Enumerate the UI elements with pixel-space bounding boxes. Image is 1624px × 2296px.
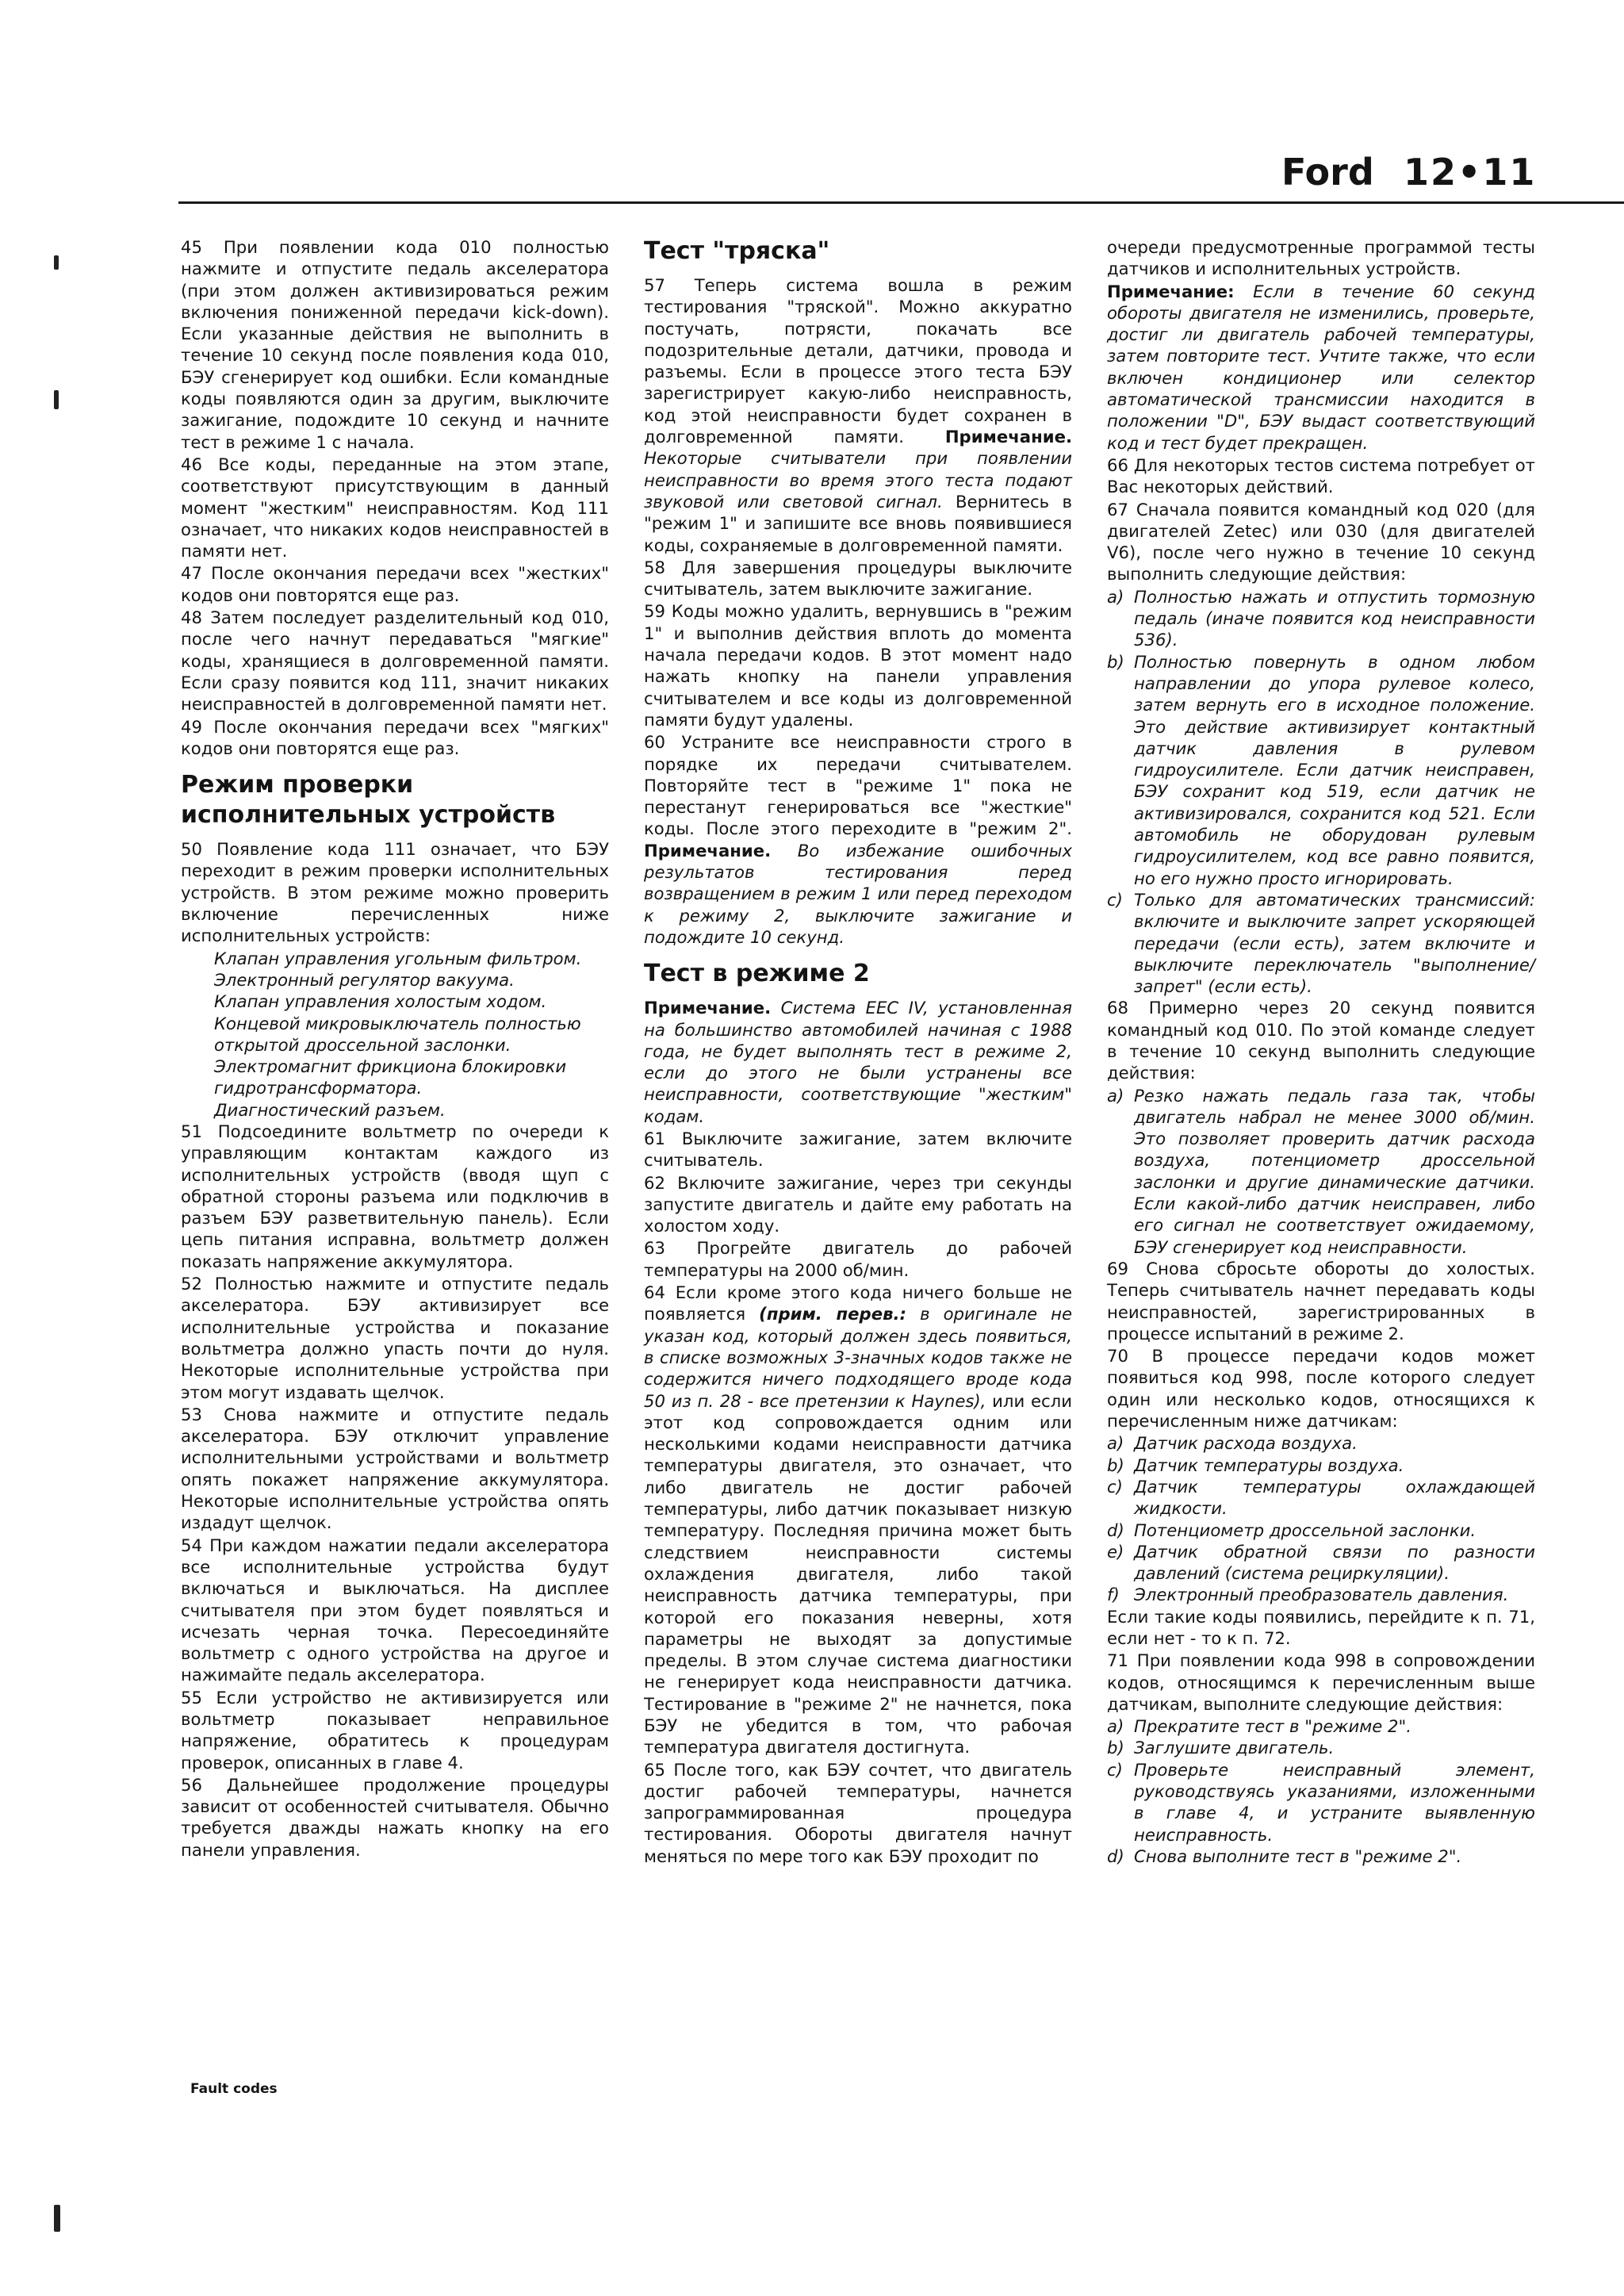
actuator-list [181,948,609,1121]
paragraph-57 [644,274,1072,556]
paragraph-55: 55 Если устройство не активизируется или вольтметр показывает неправильное напряжение, обратитесь к процедурам проверок, описанных в главе 4. [181,1687,609,1773]
paragraph-56: 56 Дальнейшее продолжение процедуры зависит от особенностей считывателя. Обычно требуется дважды нажать кнопку на его панели управления. [181,1774,609,1860]
note-text: Некоторые считыватели при появлении неисправности во время этого теста подают звуковой или световой сигнал. [644,448,1072,512]
list-item [1107,1520,1535,1541]
note-label: Примечание: [1107,281,1235,301]
list-67 [1107,586,1535,998]
list-item [1107,889,1535,997]
note-text: Если в течение 60 секунд обороты двигателя не изменились, проверьте, достиг ли двигатель рабочей температуры, затем повторите тест. Учтите также, что если включен кондиционер или селектор автоматической трансмиссии находится в положении "D", БЭУ выдаст соответствующий код и тест будет прекращен. [1107,281,1535,453]
paragraph-64-cont: или если этот код сопровождается одним или несколькими кодами неисправности датчика температуры двигателя, это означает, что либо двигатель не достиг рабочей температуры, либо датчик показывает низкую температуру. Последняя причина может быть следствием неисправности системы охлаждения двигателя, либо такой неисправность датчика температуры, при которой его показания неверны, хотя параметры не выходят за допустимые пределы. В этом случае система диагностики не генерирует кода неисправности датчика. Тестирование в "режиме 2" не начнется, пока БЭУ не убедится в том, что рабочая температура двигателя достигнута. [644,1390,1072,1757]
list-text: Прекратите тест в "режиме 2". [1134,1716,1411,1737]
list-70 [1107,1432,1535,1605]
list-letter: a) [1107,1433,1124,1454]
paragraph-54: 54 При каждом нажатии педали акселератора все исполнительные устройства будут включаться и выключаться. На дисплее считывателя при этом будет появляться и исчезать черная точка. Пересоединяйте вольтметр с одного устройства на другое и нажимайте педаль акселератора. [181,1535,609,1685]
paragraph-60-text: 60 Устраните все неисправности строго в порядке их передачи считывателем. Повторяйте тест в "режиме 1" пока не перестанут генерироваться все "жесткие" коды. После этого переходите в "режим 2". [644,732,1072,839]
paragraph-71: 71 При появлении кода 998 в сопровождении кодов, относящимся к перечисленным выше датчикам, выполните следующие действия: [1107,1650,1535,1714]
section-heading-mode-2: Тест в режиме 2 [644,960,870,988]
column-middle [644,236,1072,1868]
list-item: Клапан управления угольным фильтром. [214,948,582,968]
translator-note-label: (прим. перев.: [759,1304,907,1324]
list-item: Электронный регулятор вакуума. [214,969,515,990]
list-text: Заглушите двигатель. [1134,1738,1335,1758]
list-letter: b) [1107,1738,1124,1758]
paragraph-62: 62 Включите зажигание, через три секунды запустите двигатель и дайте ему работать на холостом ходу. [644,1172,1072,1236]
section-heading-shake-test: Тест "тряска" [644,237,830,265]
list-item [1107,1759,1535,1846]
note-label: Примечание. [644,840,772,861]
column-right [1107,236,1535,1867]
column-left [181,236,609,1861]
list-letter: c) [1107,1759,1123,1780]
list-letter: a) [1107,1716,1124,1737]
note-label: Примечание. [644,998,772,1018]
list-letter: d) [1107,1520,1124,1540]
list-letter: b) [1107,651,1124,672]
paragraph-68: 68 Примерно через 20 секунд появится командный код 010. По этой команде следует в течение 10 секунд выполнить следующие действия: [1107,998,1535,1083]
paragraph-61: 61 Выключите зажигание, затем включите считыватель. [644,1128,1072,1171]
list-text: Датчик расхода воздуха. [1134,1433,1358,1454]
paragraph-65: 65 После того, как БЭУ сочтет, что двигатель достиг рабочей температуры, начнется запрограммированная процедура тестирования. Обороты двигателя начнут меняться по мере того как БЭУ проходит по [644,1759,1072,1866]
paragraph-63: 63 Прогрейте двигатель до рабочей температуры на 2000 об/мин. [644,1238,1072,1280]
list-item [1107,1455,1535,1476]
paragraph-69: 69 Снова сбросьте обороты до холостых. Теперь считыватель начнет передавать коды неисправностей, зарегистрированных в процессе испытаний в режиме 2. [1107,1258,1535,1343]
note-60-seconds [1107,281,1535,454]
list-item [1107,1715,1535,1737]
note-label: Примечание. [944,427,1072,447]
list-item [1107,1737,1535,1758]
page-number: 12•11 [1404,151,1537,194]
note-text: Во избежание ошибочных результатов тестирования перед возвращением в режим 1 или перед переходом к режиму 2, выключите зажигание и подождите 10 секунд. [644,840,1072,947]
paragraph-66: 66 Для некоторых тестов система потребует от Вас некоторых действий. [1107,454,1535,497]
paragraph-45: 45 При появлении кода 010 полностью нажмите и отпустите педаль акселератора (при этом должен активизироваться режим включения пониженной передачи kick-down). Если указанные действия не выполнить в течение 10 секунд после появления кода 010, БЭУ сгенерирует код ошибки. Если командные коды появляются один за другим, выключите зажигание, подождите 10 секунд и начните тест в режиме 1 с начала. [181,237,609,452]
header-divider [178,201,1624,204]
list-text: Электронный преобразователь давления. [1134,1585,1509,1605]
list-item [1107,1541,1535,1585]
paragraph-57-cont: Вернитесь в "режим 1" и запишите все вновь появившиеся коды, сохраняемые в долговременной памяти. [644,491,1072,555]
list-item [1107,1476,1535,1520]
list-item: Электромагнит фрикциона блокировки гидротрансформатора. [214,1056,567,1098]
list-letter: a) [1107,586,1124,607]
paragraph-58: 58 Для завершения процедуры выключите считыватель, затем выключите зажигание. [644,557,1072,600]
list-letter: f) [1107,1585,1120,1605]
paragraph-49: 49 После окончания передачи всех "мягких" кодов они повторятся еще раз. [181,716,609,758]
paragraph-57-text: 57 Теперь система вошла в режим тестирования "тряской". Можно аккуратно постучать, потрясти, покачать все подозрительные детали, датчики, провода и разъемы. Если в процессе этого теста БЭУ зарегистрирует какую-либо неисправность, код этой неисправности будет сохранен в долговременной памяти. [644,275,1072,447]
scan-mark [54,390,59,409]
list-letter: d) [1107,1846,1124,1866]
paragraph-47: 47 После окончания передачи всех "жестких" кодов они повторятся еще раз. [181,563,609,605]
list-letter: b) [1107,1455,1124,1475]
paragraph-65-cont: очереди предусмотренные программой тесты датчиков и исполнительных устройств. [1107,237,1535,279]
list-letter: a) [1107,1085,1124,1106]
paragraph-46: 46 Все коды, переданные на этом этапе, соответствуют присутствующим в данный момент "жестким" неисправностям. Код 111 означает, что никаких кодов неисправностей в памяти нет. [181,454,609,562]
list-item [1107,1432,1535,1454]
page-footer: Fault codes [190,2081,278,2097]
list-68 [1107,1085,1535,1258]
paragraph-67: 67 Сначала появится командный код 020 (для двигателей Zetec) или 030 (для двигателей V6), после чего нужно в течение 10 секунд выполнить следующие действия: [1107,499,1535,585]
paragraph-52: 52 Полностью нажмите и отпустите педаль акселератора. БЭУ активизирует все исполнительные устройства и показание вольтметра должно упасть почти до нуля. Некоторые исполнительные устройства при этом могут издавать щелчок. [181,1274,609,1402]
list-letter: e) [1107,1541,1124,1562]
list-text: Датчик обратной связи по разности давлений (система рециркуляции). [1134,1541,1535,1584]
paragraph-53: 53 Снова нажмите и отпустите педаль акселератора. БЭУ отключит управление исполнительными устройствами и вольтметр опять покажет напряжение аккумулятора. Некоторые исполнительные устройства опять издадут щелчок. [181,1404,609,1533]
list-letter: c) [1107,1476,1123,1497]
list-item [1107,651,1535,889]
list-text: Потенциометр дроссельной заслонки. [1134,1520,1477,1540]
note-mode-2 [644,997,1072,1127]
brand-label: Ford [1281,151,1374,194]
list-text: Снова выполните тест в "режиме 2". [1134,1846,1462,1866]
paragraph-70-cont: Если такие коды появились, перейдите к п. 71, если нет - то к п. 72. [1107,1606,1535,1648]
list-item: Диагностический разъем. [214,1099,446,1120]
list-item [1107,1085,1535,1258]
paragraph-59: 59 Коды можно удалить, вернувшись в "режим 1" и выполнив действия вплоть до момента начала передачи кодов. В этот момент надо нажать кнопку на панели управления считывателем и все коды из долговременной памяти будут удалены. [644,601,1072,730]
paragraph-60 [644,731,1072,948]
section-heading-actuators: Режим проверки исполнительных устройств [181,771,556,830]
list-text: Полностью нажать и отпустить тормозную педаль (иначе появится код неисправности 536). [1134,586,1535,650]
scan-mark [54,255,59,270]
paragraph-64 [644,1282,1072,1758]
translator-note-text: в оригинале не указан код, который должен здесь появиться, в списке возможных 3-значных кодов также не содержится ничего подходящего вроде кода 50 из п. 28 - все претензии к Haynes), [644,1304,1072,1411]
paragraph-64-text: 64 Если кроме этого кода ничего больше не появляется [644,1282,1072,1324]
list-item [1107,1846,1535,1867]
paragraph-51: 51 Подсоедините вольтметр по очереди к управляющим контактам каждого из исполнительных устройств (вводя щуп с обратной стороны разъема или подключив в разъем БЭУ разветвительную панель). Если цепь питания исправна, вольтметр должен показать напряжение аккумулятора. [181,1121,609,1271]
list-item: Концевой микровыключатель полностью открытой дроссельной заслонки. [214,1013,581,1055]
note-text: Система EEC IV, установленная на большинство автомобилей начиная с 1988 года, не будет выполнять тест в режиме 2, если до этого не были устранены все неисправности, соответствующие "жестким" кодам. [644,998,1072,1126]
paragraph-50: 50 Появление кода 111 означает, что БЭУ переходит в режим проверки исполнительных устройств. В этом режиме можно проверить включение перечисленных ниже исполнительных устройств: [181,839,609,946]
list-item: Клапан управления холостым ходом. [214,991,547,1012]
list-letter: c) [1107,889,1123,910]
list-text: Только для автоматических трансмиссий: включите и выключите запрет ускоряющей передачи (если есть), затем включите и выключите переключатель "выполнение/запрет" (если есть). [1134,889,1535,997]
paragraph-70: 70 В процессе передачи кодов может появиться код 998, после которого следует один или несколько кодов, относящихся к перечисленным ниже датчикам: [1107,1346,1535,1432]
list-71 [1107,1715,1535,1867]
list-text: Полностью повернуть в одном любом направлении до упора рулевое колесо, затем вернуть его в исходное положение. Это действие активизирует контактный датчик давления в рулевом гидроусилителе. Если датчик неисправен, БЭУ сохранит код 519, если датчик не активизировался, сохранится код 521. Если автомобиль не оборудован рулевым гидроусилителем, код все равно появится, но его нужно просто игнорировать. [1134,651,1535,888]
list-item [1107,586,1535,651]
list-text: Резко нажать педаль газа так, чтобы двигатель набрал не менее 3000 об/мин. Это позволяет проверить датчик расхода воздуха, потенциометр дроссельной заслонки и другие динамические датчики. Если какой-либо датчик неисправен, либо его сигнал не соответствует ожидаемому, БЭУ сгенерирует код неисправности. [1134,1085,1535,1257]
list-text: Проверьте неисправный элемент, руководствуясь указаниями, изложенными в главе 4, и устраните выявленную неисправность. [1134,1759,1535,1845]
scan-mark [54,2205,60,2232]
paragraph-48: 48 Затем последует разделительный код 010, после чего начнут передаваться "мягкие" коды, хранящиеся в долговременной памяти. Если сразу появится код 111, значит никаких неисправностей в долговременной памяти нет. [181,608,609,715]
list-item [1107,1584,1535,1605]
list-text: Датчик температуры воздуха. [1134,1455,1404,1475]
list-text: Датчик температуры охлаждающей жидкости. [1134,1476,1535,1519]
